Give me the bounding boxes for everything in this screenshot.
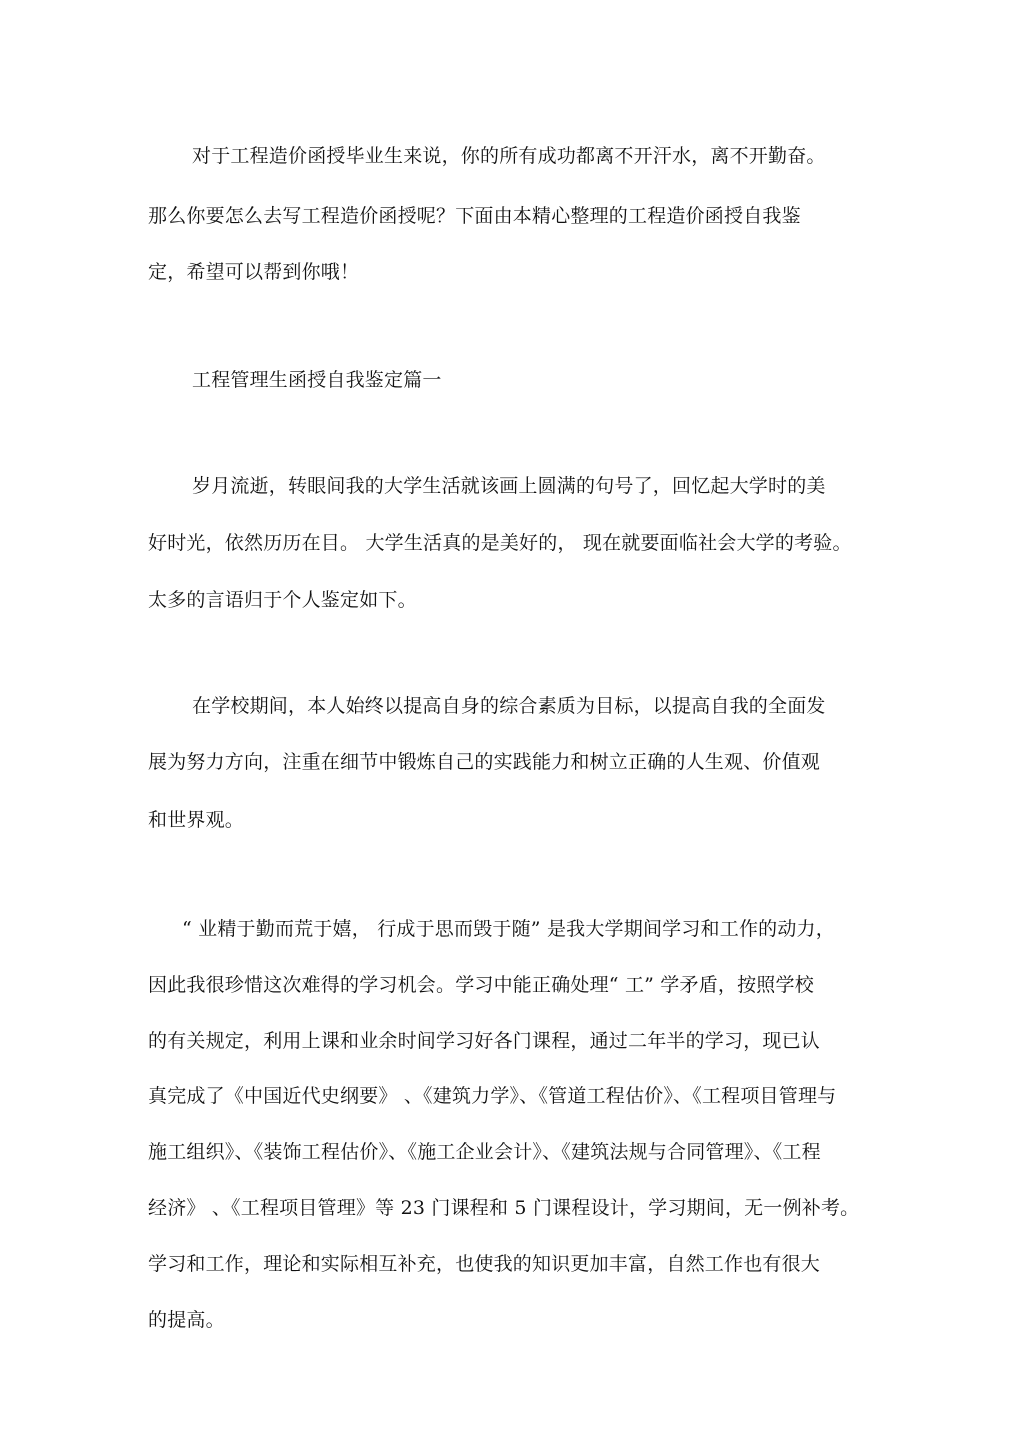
section-heading: 工程管理生函授自我鉴定篇一 bbox=[192, 369, 442, 391]
para2-line-2: 展为努力方向，注重在细节中锻炼自己的实践能力和树立正确的人生观、价值观 bbox=[148, 751, 821, 773]
para3-line-1: “ 业精于勤而荒于嬉， 行成于思而毁于随” 是我大学期间学习和工作的动力， bbox=[182, 918, 835, 940]
para3-line-2: 因此我很珍惜这次难得的学习机会。学习中能正确处理“ 工” 学矛盾，按照学校 bbox=[148, 974, 814, 996]
para1-line-1: 岁月流逝，转眼间我的大学生活就该画上圆满的句号了，回忆起大学时的美 bbox=[192, 475, 826, 497]
intro-line-2: 那么你要怎么去写工程造价函授呢？下面由本精心整理的工程造价函授自我鉴 bbox=[148, 205, 801, 227]
intro-line-1: 对于工程造价函授毕业生来说，你的所有成功都离不开汗水，离不开勤奋。 bbox=[192, 145, 826, 167]
para3-line-6: 经济》 、《工程项目管理》等 23 门课程和 5 门课程设计，学习期间，无一例补考。 bbox=[148, 1197, 860, 1219]
para3-line-5: 施工组织》、《装饰工程估价》、《施工企业会计》、《建筑法规与合同管理》、《工程 bbox=[148, 1141, 821, 1163]
para3-line-8: 的提高。 bbox=[148, 1309, 225, 1331]
intro-line-3: 定，希望可以帮到你哦！ bbox=[148, 261, 360, 283]
para3-line-4: 真完成了《中国近代史纲要》 、《建筑力学》、《管道工程估价》、《工程项目管理与 bbox=[148, 1085, 837, 1107]
para3-line-7: 学习和工作，理论和实际相互补充，也使我的知识更加丰富，自然工作也有很大 bbox=[148, 1253, 821, 1275]
para2-line-3: 和世界观。 bbox=[148, 809, 245, 831]
para1-line-2: 好时光，依然历历在目。 大学生活真的是美好的， 现在就要面临社会大学的考验。 bbox=[148, 532, 852, 554]
para2-line-1: 在学校期间，本人始终以提高自身的综合素质为目标，以提高自我的全面发 bbox=[192, 695, 826, 717]
para1-line-3: 太多的言语归于个人鉴定如下。 bbox=[148, 589, 417, 611]
para3-line-3: 的有关规定，利用上课和业余时间学习好各门课程，通过二年半的学习，现已认 bbox=[148, 1030, 821, 1052]
